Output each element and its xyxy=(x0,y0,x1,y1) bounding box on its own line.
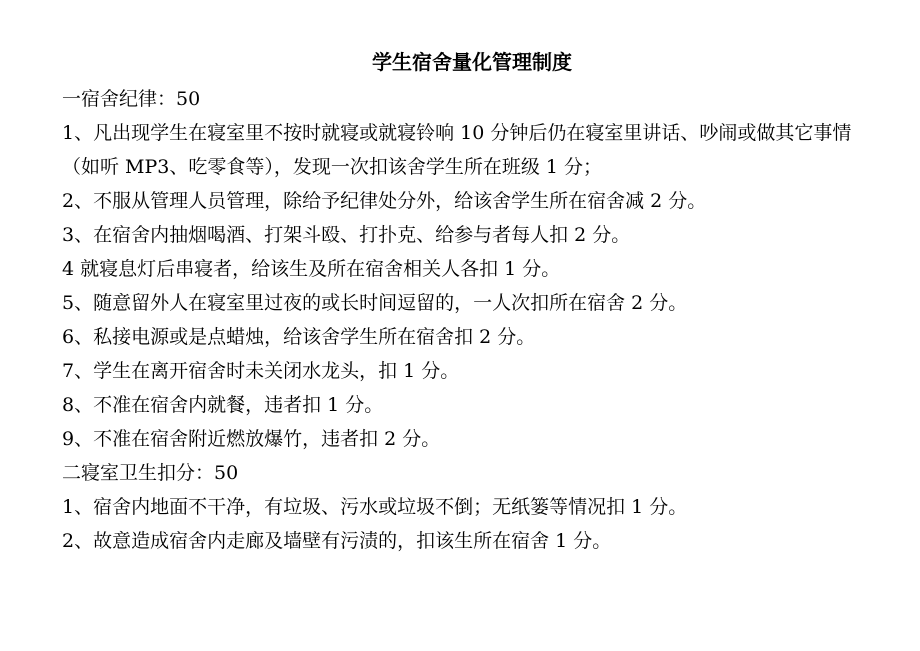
document-title: 学生宿舍量化管理制度 xyxy=(372,50,572,74)
section-heading-hygiene: 二寝室卫生扣分：50 xyxy=(62,462,239,484)
document-page xyxy=(62,48,872,558)
rule-item: 4 就寝息灯后串寝者，给该生及所在宿舍相关人各扣 1 分。 xyxy=(62,258,561,280)
rule-item: 3、在宿舍内抽烟喝酒、打架斗殴、打扑克、给参与者每人扣 2 分。 xyxy=(62,224,631,246)
rule-item: 9、不准在宿舍附近燃放爆竹，违者扣 2 分。 xyxy=(62,428,441,450)
rule-item: 6、私接电源或是点蜡烛，给该舍学生所在宿舍扣 2 分。 xyxy=(62,326,536,348)
section-heading-discipline: 一宿舍纪律：50 xyxy=(62,88,201,110)
rule-item: 5、随意留外人在寝室里过夜的或长时间逗留的，一人次扣所在宿舍 2 分。 xyxy=(62,292,688,314)
rule-item: 7、学生在离开宿舍时未关闭水龙头，扣 1 分。 xyxy=(62,360,460,382)
rule-item: 1、宿舍内地面不干净，有垃圾、污水或垃圾不倒；无纸篓等情况扣 1 分。 xyxy=(62,496,688,518)
rule-item: 1、凡出现学生在寝室里不按时就寝或就寝铃响 10 分钟后仍在寝室里讲话、吵闹或做其它事情（如听 MP3、吃零食等），发现一次扣该舍学生所在班级 1 分； xyxy=(62,122,852,178)
rule-item: 2、不服从管理人员管理，除给予纪律处分外，给该舍学生所在宿舍减 2 分。 xyxy=(62,190,707,212)
rule-item: 8、不准在宿舍内就餐，违者扣 1 分。 xyxy=(62,394,384,416)
rule-item: 2、故意造成宿舍内走廊及墙壁有污渍的，扣该生所在宿舍 1 分。 xyxy=(62,530,612,552)
